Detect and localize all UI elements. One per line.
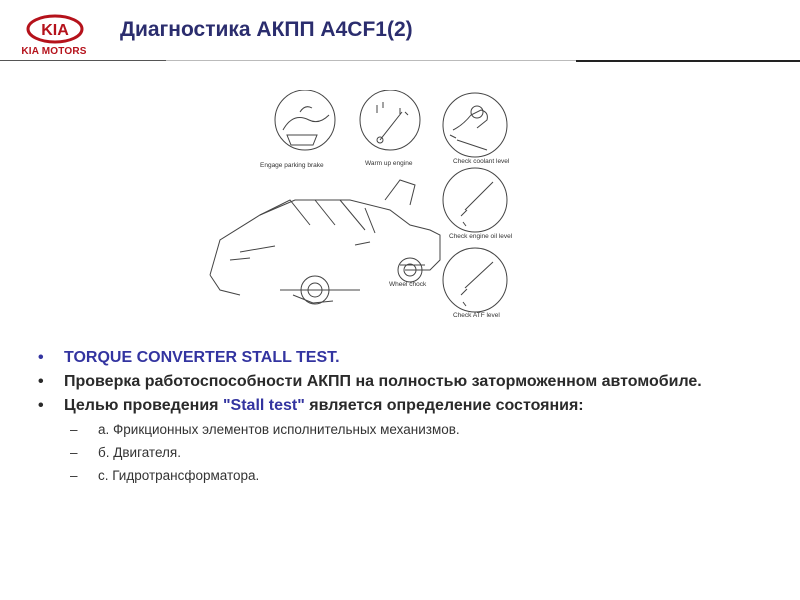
- sub-item: [38, 444, 778, 462]
- atf-icon: [443, 248, 507, 312]
- bullet-dot: •: [38, 373, 44, 390]
- header-divider-left: [0, 60, 166, 61]
- stall-test-highlight: "Stall test": [222, 397, 305, 414]
- sub-item: [38, 467, 778, 485]
- label-parking-brake: Engage parking brake: [260, 162, 324, 169]
- bullet-text: TORQUE CONVERTER STALL TEST.: [64, 349, 340, 366]
- bullet-dot: •: [38, 349, 44, 366]
- gauge-icon: [360, 90, 420, 150]
- label-coolant: Check coolant level: [453, 158, 510, 165]
- sub-item-text: а. Фрикционных элементов исполнительных механизмов.: [98, 422, 460, 437]
- header-divider-right: [576, 60, 800, 62]
- kia-logo-mark: [26, 14, 84, 44]
- illustration-drawing: [205, 90, 535, 325]
- bullet-item: [38, 348, 778, 368]
- dash-marker: –: [70, 422, 78, 437]
- svg-text:KIA: KIA: [41, 22, 69, 39]
- label-warm-up: Warm up engine: [365, 160, 413, 167]
- header: [0, 0, 800, 62]
- bullet-text-pre: Целью проведения: [64, 397, 223, 414]
- logo-text: KIA MOTORS: [21, 46, 87, 57]
- page-title: Диагностика АКПП A4CF1(2): [120, 18, 413, 41]
- label-wheel-chock: Wheel chock: [389, 281, 427, 288]
- label-engine-oil: Check engine oil level: [449, 233, 513, 240]
- coolant-icon: [443, 93, 507, 157]
- kia-logo: [8, 8, 100, 60]
- dash-marker: –: [70, 468, 78, 483]
- sub-item-text: с. Гидротрансформатора.: [98, 468, 260, 483]
- bullet-dot: •: [38, 397, 44, 414]
- bullet-item: [38, 372, 778, 392]
- dash-marker: –: [70, 445, 78, 460]
- bullet-text: Проверка работоспособности АКПП на полностью заторможенном автомобиле.: [64, 373, 702, 390]
- bullet-list: [38, 348, 778, 485]
- stall-test-illustration: [205, 90, 535, 325]
- bullet-text-post: является определение состояния:: [304, 397, 584, 414]
- sub-item: [38, 421, 778, 439]
- bullet-item: [38, 396, 778, 416]
- sub-item-text: б. Двигателя.: [98, 445, 181, 460]
- label-atf: Check ATF level: [453, 312, 500, 319]
- header-divider-mid: [166, 60, 576, 61]
- parking-brake-icon: [275, 90, 335, 150]
